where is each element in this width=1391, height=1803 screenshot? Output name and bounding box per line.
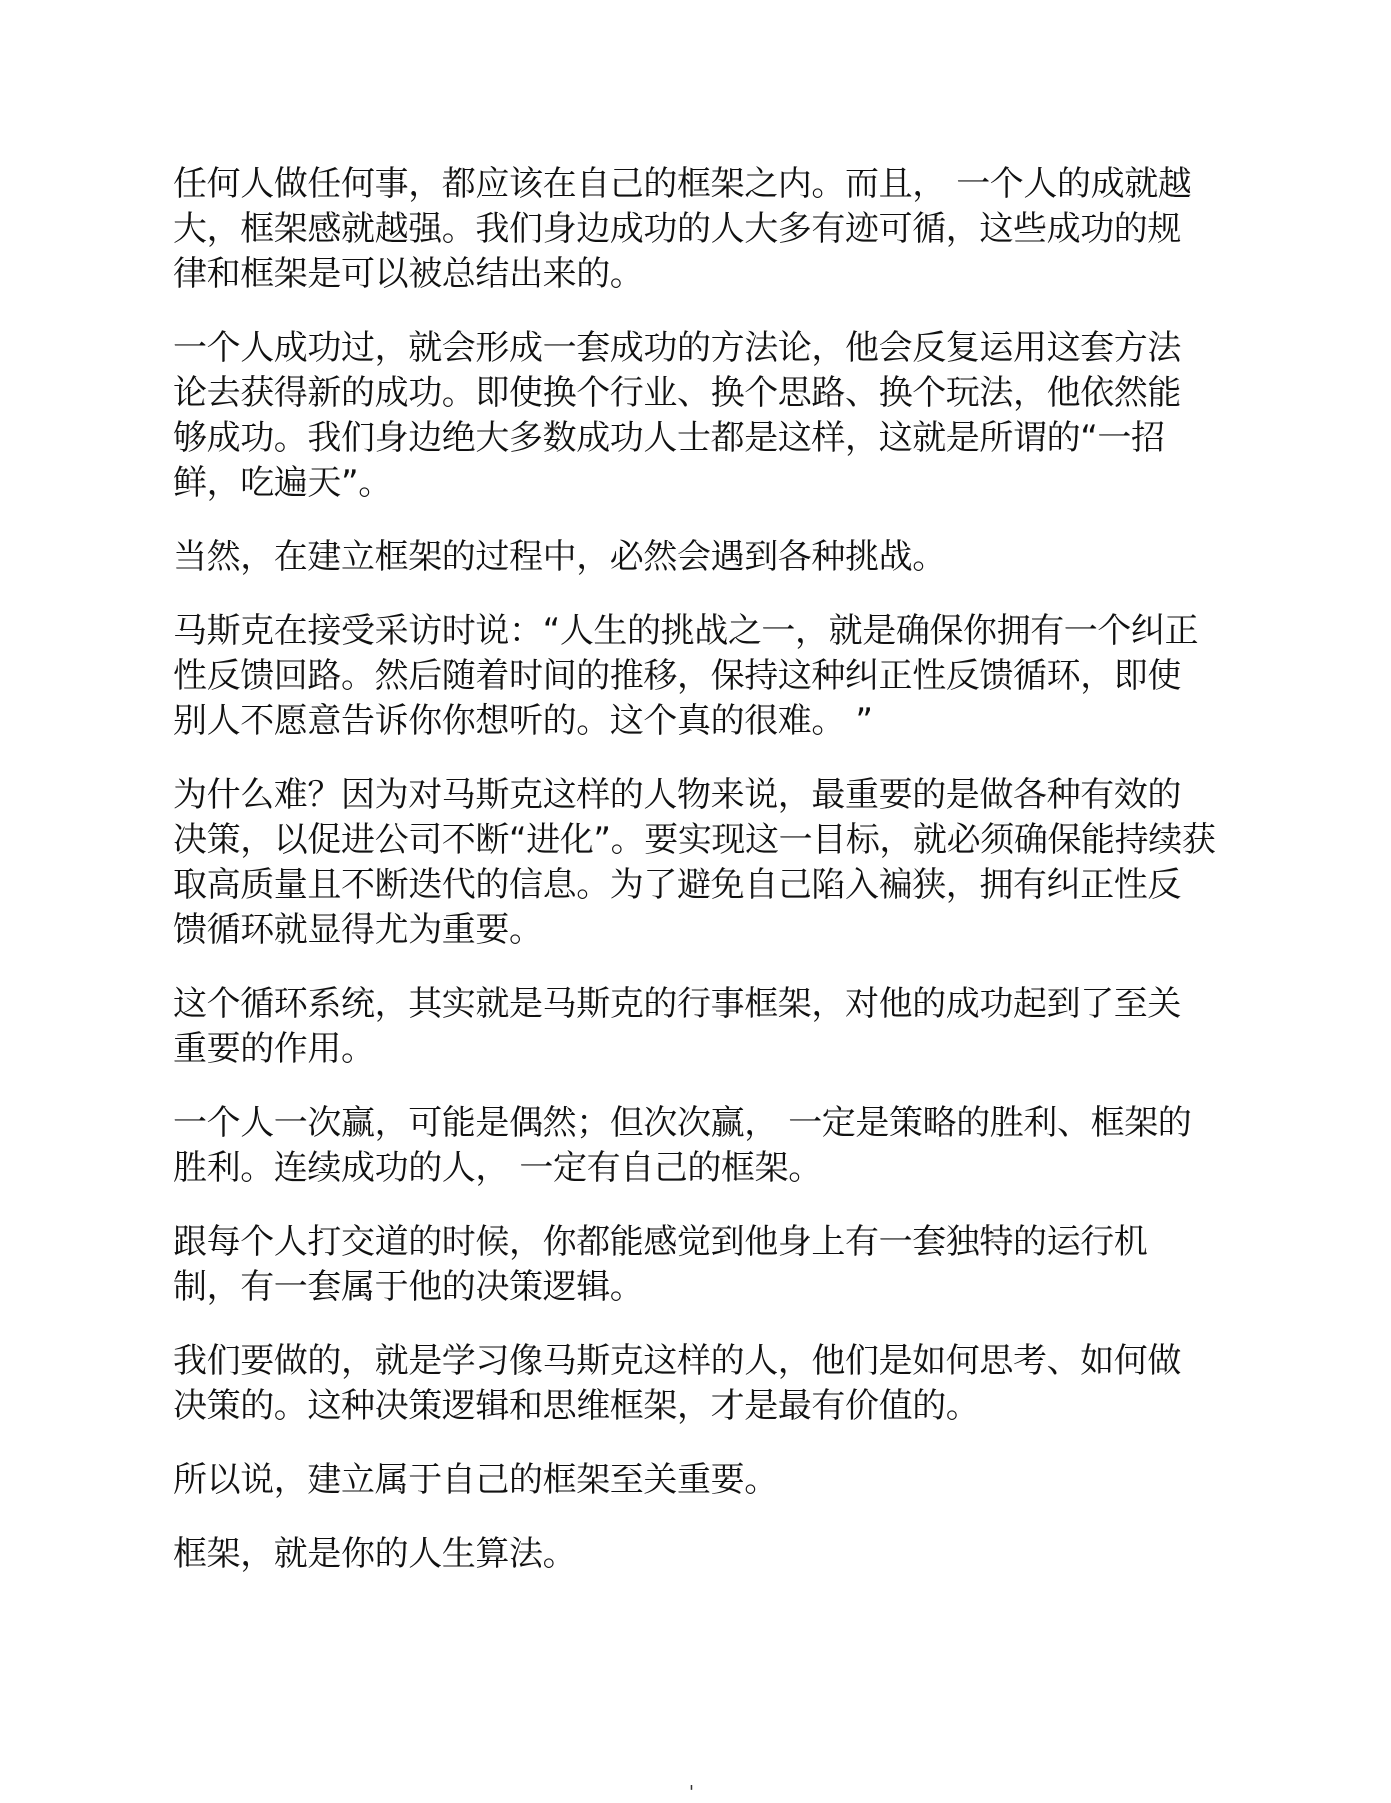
text-line: 当然，在建立框架的过程中，必然会遇到各种挑战。 [173, 537, 946, 577]
text-line: 决策的。这种决策逻辑和思维框架，才是最有价值的。 [173, 1386, 980, 1426]
paragraph-8 [173, 1220, 1223, 1310]
text-line: 我们要做的，就是学习像马斯克这样的人，他们是如何思考、如何做 [173, 1341, 1181, 1381]
text-line: 任何人做任何事，都应该在自己的框架之内。而且， 一个人的成就越 [173, 164, 1192, 204]
text-line: 为什么难？因为对马斯克这样的人物来说，最重要的是做各种有效的 [173, 775, 1181, 815]
text-line: 够成功。我们身边绝大多数成功人士都是这样，这就是所谓的“一招 [173, 418, 1165, 458]
text-line: 馈循环就显得尤为重要。 [173, 910, 543, 950]
paragraph-6 [173, 982, 1223, 1072]
paragraph-5 [173, 773, 1223, 953]
text-line: 制，有一套属于他的决策逻辑。 [173, 1267, 644, 1307]
text-line: 大，框架感就越强。我们身边成功的人大多有迹可循，这些成功的规 [173, 209, 1181, 249]
text-line: 一个人成功过，就会形成一套成功的方法论，他会反复运用这套方法 [173, 328, 1181, 368]
page-footer-mark: ' [689, 1782, 694, 1803]
text-line: 决策，以促进公司不断“进化”。要实现这一目标，就必须确保能持续获 [173, 820, 1216, 860]
paragraph-10 [173, 1458, 1223, 1503]
text-line: 取高质量且不断迭代的信息。为了避免自己陷入褊狭，拥有纠正性反 [173, 865, 1181, 905]
text-line: 重要的作用。 [173, 1029, 375, 1069]
paragraph-4 [173, 609, 1223, 744]
paragraph-2 [173, 326, 1223, 506]
text-line: 律和框架是可以被总结出来的。 [173, 254, 644, 294]
text-line: 这个循环系统，其实就是马斯克的行事框架，对他的成功起到了至关 [173, 984, 1181, 1024]
text-line: 性反馈回路。然后随着时间的推移，保持这种纠正性反馈循环，即使 [173, 656, 1181, 696]
document-body [173, 162, 1223, 1606]
text-line: 一个人一次赢，可能是偶然；但次次赢， 一定是策略的胜利、框架的 [173, 1103, 1192, 1143]
text-line: 跟每个人打交道的时候，你都能感觉到他身上有一套独特的运行机 [173, 1222, 1148, 1262]
paragraph-9 [173, 1339, 1223, 1429]
text-line: 别人不愿意告诉你你想听的。这个真的很难。 ” [173, 701, 873, 741]
text-line: 马斯克在接受采访时说：“人生的挑战之一，就是确保你拥有一个纠正 [173, 611, 1199, 651]
paragraph-11 [173, 1532, 1223, 1577]
paragraph-7 [173, 1101, 1223, 1191]
text-line: 框架，就是你的人生算法。 [173, 1534, 577, 1574]
text-line: 论去获得新的成功。即使换个行业、换个思路、换个玩法，他依然能 [173, 373, 1181, 413]
text-line: 所以说，建立属于自己的框架至关重要。 [173, 1460, 778, 1500]
text-line: 鲜，吃遍天”。 [173, 463, 392, 503]
paragraph-1 [173, 162, 1223, 297]
text-line: 胜利。连续成功的人， 一定有自己的框架。 [173, 1148, 822, 1188]
paragraph-3 [173, 535, 1223, 580]
